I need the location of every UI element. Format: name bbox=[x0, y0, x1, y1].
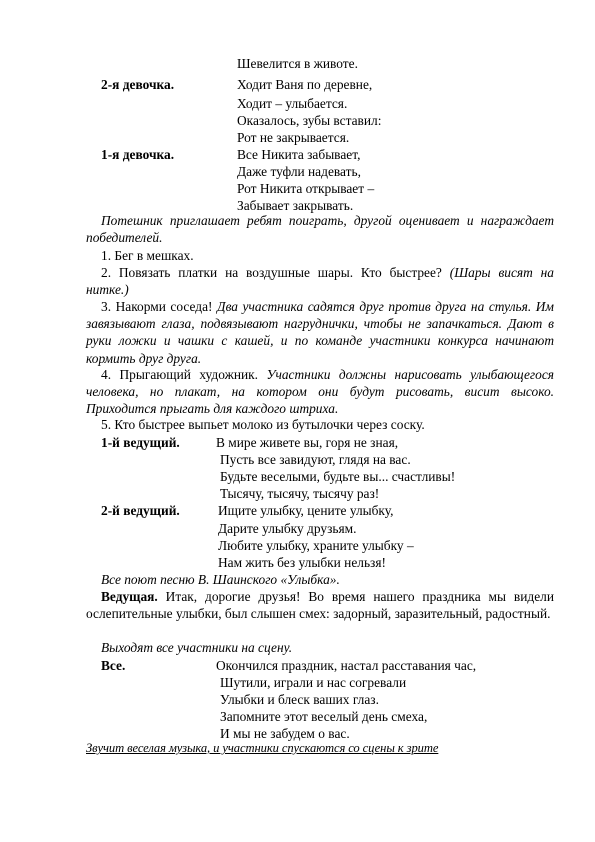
verse-line: Ходит Ваня по деревне, bbox=[237, 77, 373, 92]
verse-line: Забывает закрывать. bbox=[237, 198, 354, 213]
verse-line: Окончился праздник, настал расставания час, bbox=[216, 658, 477, 673]
game-item-3: 3. Накорми соседа! Два участника садятся друг против друга на стулья. Им завязывают глаза, подвязывают нагруднички, чтобы не запачкаться. Дают в руки ложки и чашки с кашей, и по команде участники конкурса начинают кормить друг друга. bbox=[86, 299, 554, 366]
verse-line: Рот не закрывается. bbox=[237, 130, 350, 145]
verse-line: Тысячу, тысячу, тысячу раз! bbox=[220, 486, 380, 501]
speaker-label-host-2: 2-й ведущий. bbox=[101, 503, 180, 518]
verse-line: В мире живете вы, горя не зная, bbox=[216, 435, 399, 450]
verse-line: Улыбки и блеск ваших глаз. bbox=[220, 692, 379, 707]
verse-line: Ходит – улыбается. bbox=[237, 96, 348, 111]
speaker-label-host-1: 1-й ведущий. bbox=[101, 435, 180, 450]
verse-line: Пусть все завидуют, глядя на вас. bbox=[220, 452, 411, 467]
stage-direction: Потешник приглашает ребят поиграть, другой оценивает и награждает победителей. bbox=[86, 213, 554, 246]
game-item-2: 2. Повязать платки на воздушные шары. Кто быстрее? (Шары висят на нитке.) bbox=[86, 265, 555, 298]
verse-line: Любите улыбку, храните улыбку – bbox=[218, 538, 414, 553]
stage-direction: Все поют песню В. Шаинского «Улыбка». bbox=[101, 572, 340, 587]
verse-line: Даже туфли надевать, bbox=[237, 164, 361, 179]
verse-line: Шевелится в животе. bbox=[237, 56, 358, 71]
game-item-5: 5. Кто быстрее выпьет молоко из бутылочки через соску. bbox=[101, 417, 425, 432]
verse-line: Рот Никита открывает – bbox=[237, 181, 375, 196]
verse-line: Будьте веселыми, будьте вы... счастливы! bbox=[220, 469, 456, 484]
closing-stage-direction: Звучит веселая музыка, и участники спускаются со сцены к зрите bbox=[86, 741, 439, 755]
speaker-label-girl-2: 2-я девочка. bbox=[101, 77, 175, 92]
verse-line: Дарите улыбку друзьям. bbox=[218, 521, 357, 536]
speaker-label-girl-1: 1-я девочка. bbox=[101, 147, 175, 162]
verse-line: Запомните этот веселый день смеха, bbox=[220, 709, 428, 724]
verse-line: Оказалось, зубы вставил: bbox=[237, 113, 382, 128]
lead-speech: Ведущая. Итак, дорогие друзья! Во время нашего праздника мы видели ослепительные улыбки, был слышен смех: задорный, заразительный, радостный. bbox=[86, 589, 554, 622]
verse-line: Нам жить без улыбки нельзя! bbox=[218, 555, 386, 570]
verse-line: Все Никита забывает, bbox=[237, 147, 361, 162]
verse-line: И мы не забудем о вас. bbox=[220, 726, 350, 741]
stage-direction: Выходят все участники на сцену. bbox=[101, 640, 293, 655]
verse-line: Ищите улыбку, цените улыбку, bbox=[218, 503, 394, 518]
verse-line: Шутили, играли и нас согревали bbox=[220, 675, 407, 690]
speaker-label-all: Все. bbox=[101, 658, 126, 673]
game-item-4: 4. Прыгающий художник. Участники должны нарисовать улыбающегося человека, но плакат, на котором они будут рисовать, висит высоко. Приходится прыгать для каждого штриха. bbox=[86, 367, 554, 417]
game-item-1: 1. Бег в мешках. bbox=[101, 248, 194, 263]
